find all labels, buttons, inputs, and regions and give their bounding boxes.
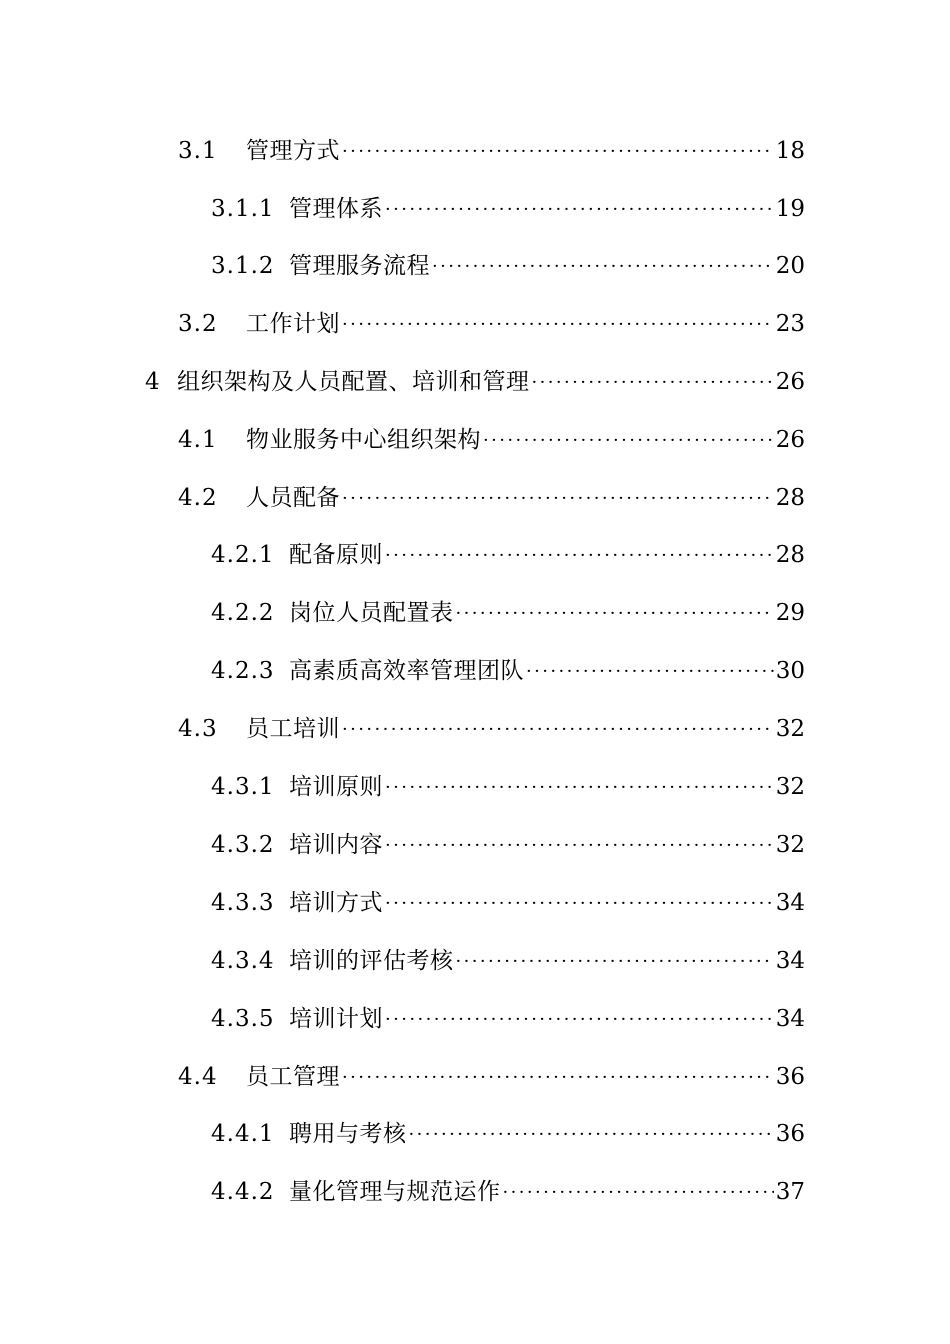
toc-dot-leader bbox=[385, 194, 774, 224]
toc-entry-number: 4.3.1 bbox=[211, 774, 275, 800]
toc-entry-number: 3.2 bbox=[178, 311, 218, 337]
toc-entry-page: 26 bbox=[775, 369, 805, 395]
toc-entry[interactable] bbox=[211, 194, 805, 224]
toc-entry-page: 28 bbox=[775, 542, 805, 568]
toc-dot-leader bbox=[385, 540, 774, 570]
toc-entry-title: 培训的评估考核 bbox=[289, 948, 454, 974]
toc-entry-number: 4.4.2 bbox=[211, 1179, 275, 1205]
toc-dot-leader bbox=[385, 772, 774, 802]
toc-entry-page: 18 bbox=[775, 138, 805, 164]
toc-entry-title: 员工管理 bbox=[246, 1064, 340, 1090]
toc-dot-leader bbox=[432, 251, 774, 281]
toc-entry-page: 28 bbox=[775, 485, 805, 511]
toc-entry[interactable] bbox=[211, 1119, 805, 1149]
toc-entry-title: 配备原则 bbox=[289, 542, 383, 568]
toc-entry-number: 4.2.2 bbox=[211, 600, 275, 626]
toc-entry[interactable] bbox=[211, 656, 805, 686]
toc-entry-title: 聘用与考核 bbox=[289, 1121, 407, 1147]
toc-entry-page: 36 bbox=[775, 1121, 805, 1147]
toc-entry-title: 物业服务中心组织架构 bbox=[246, 427, 481, 453]
toc-entry-page: 20 bbox=[775, 253, 805, 279]
toc-dot-leader bbox=[385, 830, 774, 860]
toc-dot-leader bbox=[385, 888, 774, 918]
toc-entry[interactable] bbox=[178, 136, 805, 166]
toc-entry[interactable] bbox=[145, 367, 805, 397]
toc-entry[interactable] bbox=[211, 830, 805, 860]
toc-dot-leader bbox=[342, 714, 774, 744]
toc-entry[interactable] bbox=[211, 946, 805, 976]
toc-entry-page: 26 bbox=[775, 427, 805, 453]
toc-dot-leader bbox=[526, 656, 774, 686]
toc-entry-number: 3.1.2 bbox=[211, 253, 275, 279]
toc-entry-number: 3.1 bbox=[178, 138, 218, 164]
toc-entry-number: 4.3.5 bbox=[211, 1006, 275, 1032]
toc-entry-title: 岗位人员配置表 bbox=[289, 600, 454, 626]
toc-dot-leader bbox=[409, 1119, 774, 1149]
toc-entry-number: 4.2 bbox=[178, 485, 218, 511]
toc-entry-page: 32 bbox=[775, 774, 805, 800]
toc-entry[interactable] bbox=[211, 772, 805, 802]
toc-entry-title: 管理服务流程 bbox=[289, 253, 430, 279]
toc-dot-leader bbox=[385, 1004, 774, 1034]
toc-entry[interactable] bbox=[178, 1062, 805, 1092]
toc-entry-title: 管理体系 bbox=[289, 196, 383, 222]
toc-entry-title: 工作计划 bbox=[246, 311, 340, 337]
toc-entry[interactable] bbox=[178, 425, 805, 455]
toc-entry-title: 培训方式 bbox=[289, 890, 383, 916]
toc-entry-page: 36 bbox=[775, 1064, 805, 1090]
toc-entry[interactable] bbox=[178, 309, 805, 339]
toc-entry-page: 34 bbox=[775, 1006, 805, 1032]
toc-entry[interactable] bbox=[211, 598, 805, 628]
toc-entry-title: 组织架构及人员配置、培训和管理 bbox=[177, 369, 530, 395]
toc-entry-page: 32 bbox=[775, 716, 805, 742]
toc-entry[interactable] bbox=[211, 888, 805, 918]
toc-dot-leader bbox=[342, 136, 774, 166]
toc-entry-number: 4.2.3 bbox=[211, 658, 275, 684]
toc-entry-number: 4.1 bbox=[178, 427, 218, 453]
toc-entry[interactable] bbox=[211, 1177, 805, 1207]
toc-entry-page: 34 bbox=[775, 890, 805, 916]
toc-entry[interactable] bbox=[211, 251, 805, 281]
toc-entry-page: 19 bbox=[775, 196, 805, 222]
toc-entry-title: 人员配备 bbox=[246, 485, 340, 511]
toc-dot-leader bbox=[342, 309, 774, 339]
toc-entry-title: 培训原则 bbox=[289, 774, 383, 800]
toc-entry-title: 培训计划 bbox=[289, 1006, 383, 1032]
toc-entry-title: 管理方式 bbox=[246, 138, 340, 164]
toc-dot-leader bbox=[342, 483, 774, 513]
toc-entry[interactable] bbox=[178, 483, 805, 513]
toc-dot-leader bbox=[532, 367, 774, 397]
toc-entry-number: 4.3 bbox=[178, 716, 218, 742]
toc-entry-title: 高素质高效率管理团队 bbox=[289, 658, 524, 684]
toc-entry-title: 员工培训 bbox=[246, 716, 340, 742]
toc-dot-leader bbox=[456, 946, 774, 976]
toc-dot-leader bbox=[342, 1062, 774, 1092]
toc-entry[interactable] bbox=[211, 540, 805, 570]
toc-entry-number: 4.3.4 bbox=[211, 948, 275, 974]
toc-entry-number: 4.3.2 bbox=[211, 832, 275, 858]
toc-entry-number: 4.4.1 bbox=[211, 1121, 275, 1147]
toc-dot-leader bbox=[503, 1177, 774, 1207]
toc-entry-number: 4 bbox=[145, 369, 161, 395]
toc-dot-leader bbox=[456, 598, 774, 628]
toc-entry[interactable] bbox=[211, 1004, 805, 1034]
toc-entry-page: 34 bbox=[775, 948, 805, 974]
toc-entry-title: 量化管理与规范运作 bbox=[289, 1179, 501, 1205]
toc-entry-page: 30 bbox=[775, 658, 805, 684]
toc-entry-number: 4.2.1 bbox=[211, 542, 275, 568]
toc-entry-number: 4.4 bbox=[178, 1064, 218, 1090]
toc-entry-page: 29 bbox=[775, 600, 805, 626]
toc-entry-number: 4.3.3 bbox=[211, 890, 275, 916]
toc-entry-page: 23 bbox=[775, 311, 805, 337]
toc-entry[interactable] bbox=[178, 714, 805, 744]
toc-entry-title: 培训内容 bbox=[289, 832, 383, 858]
toc-dot-leader bbox=[483, 425, 774, 455]
toc-entry-number: 3.1.1 bbox=[211, 196, 275, 222]
toc-entry-page: 37 bbox=[775, 1179, 805, 1205]
toc-entry-page: 32 bbox=[775, 832, 805, 858]
